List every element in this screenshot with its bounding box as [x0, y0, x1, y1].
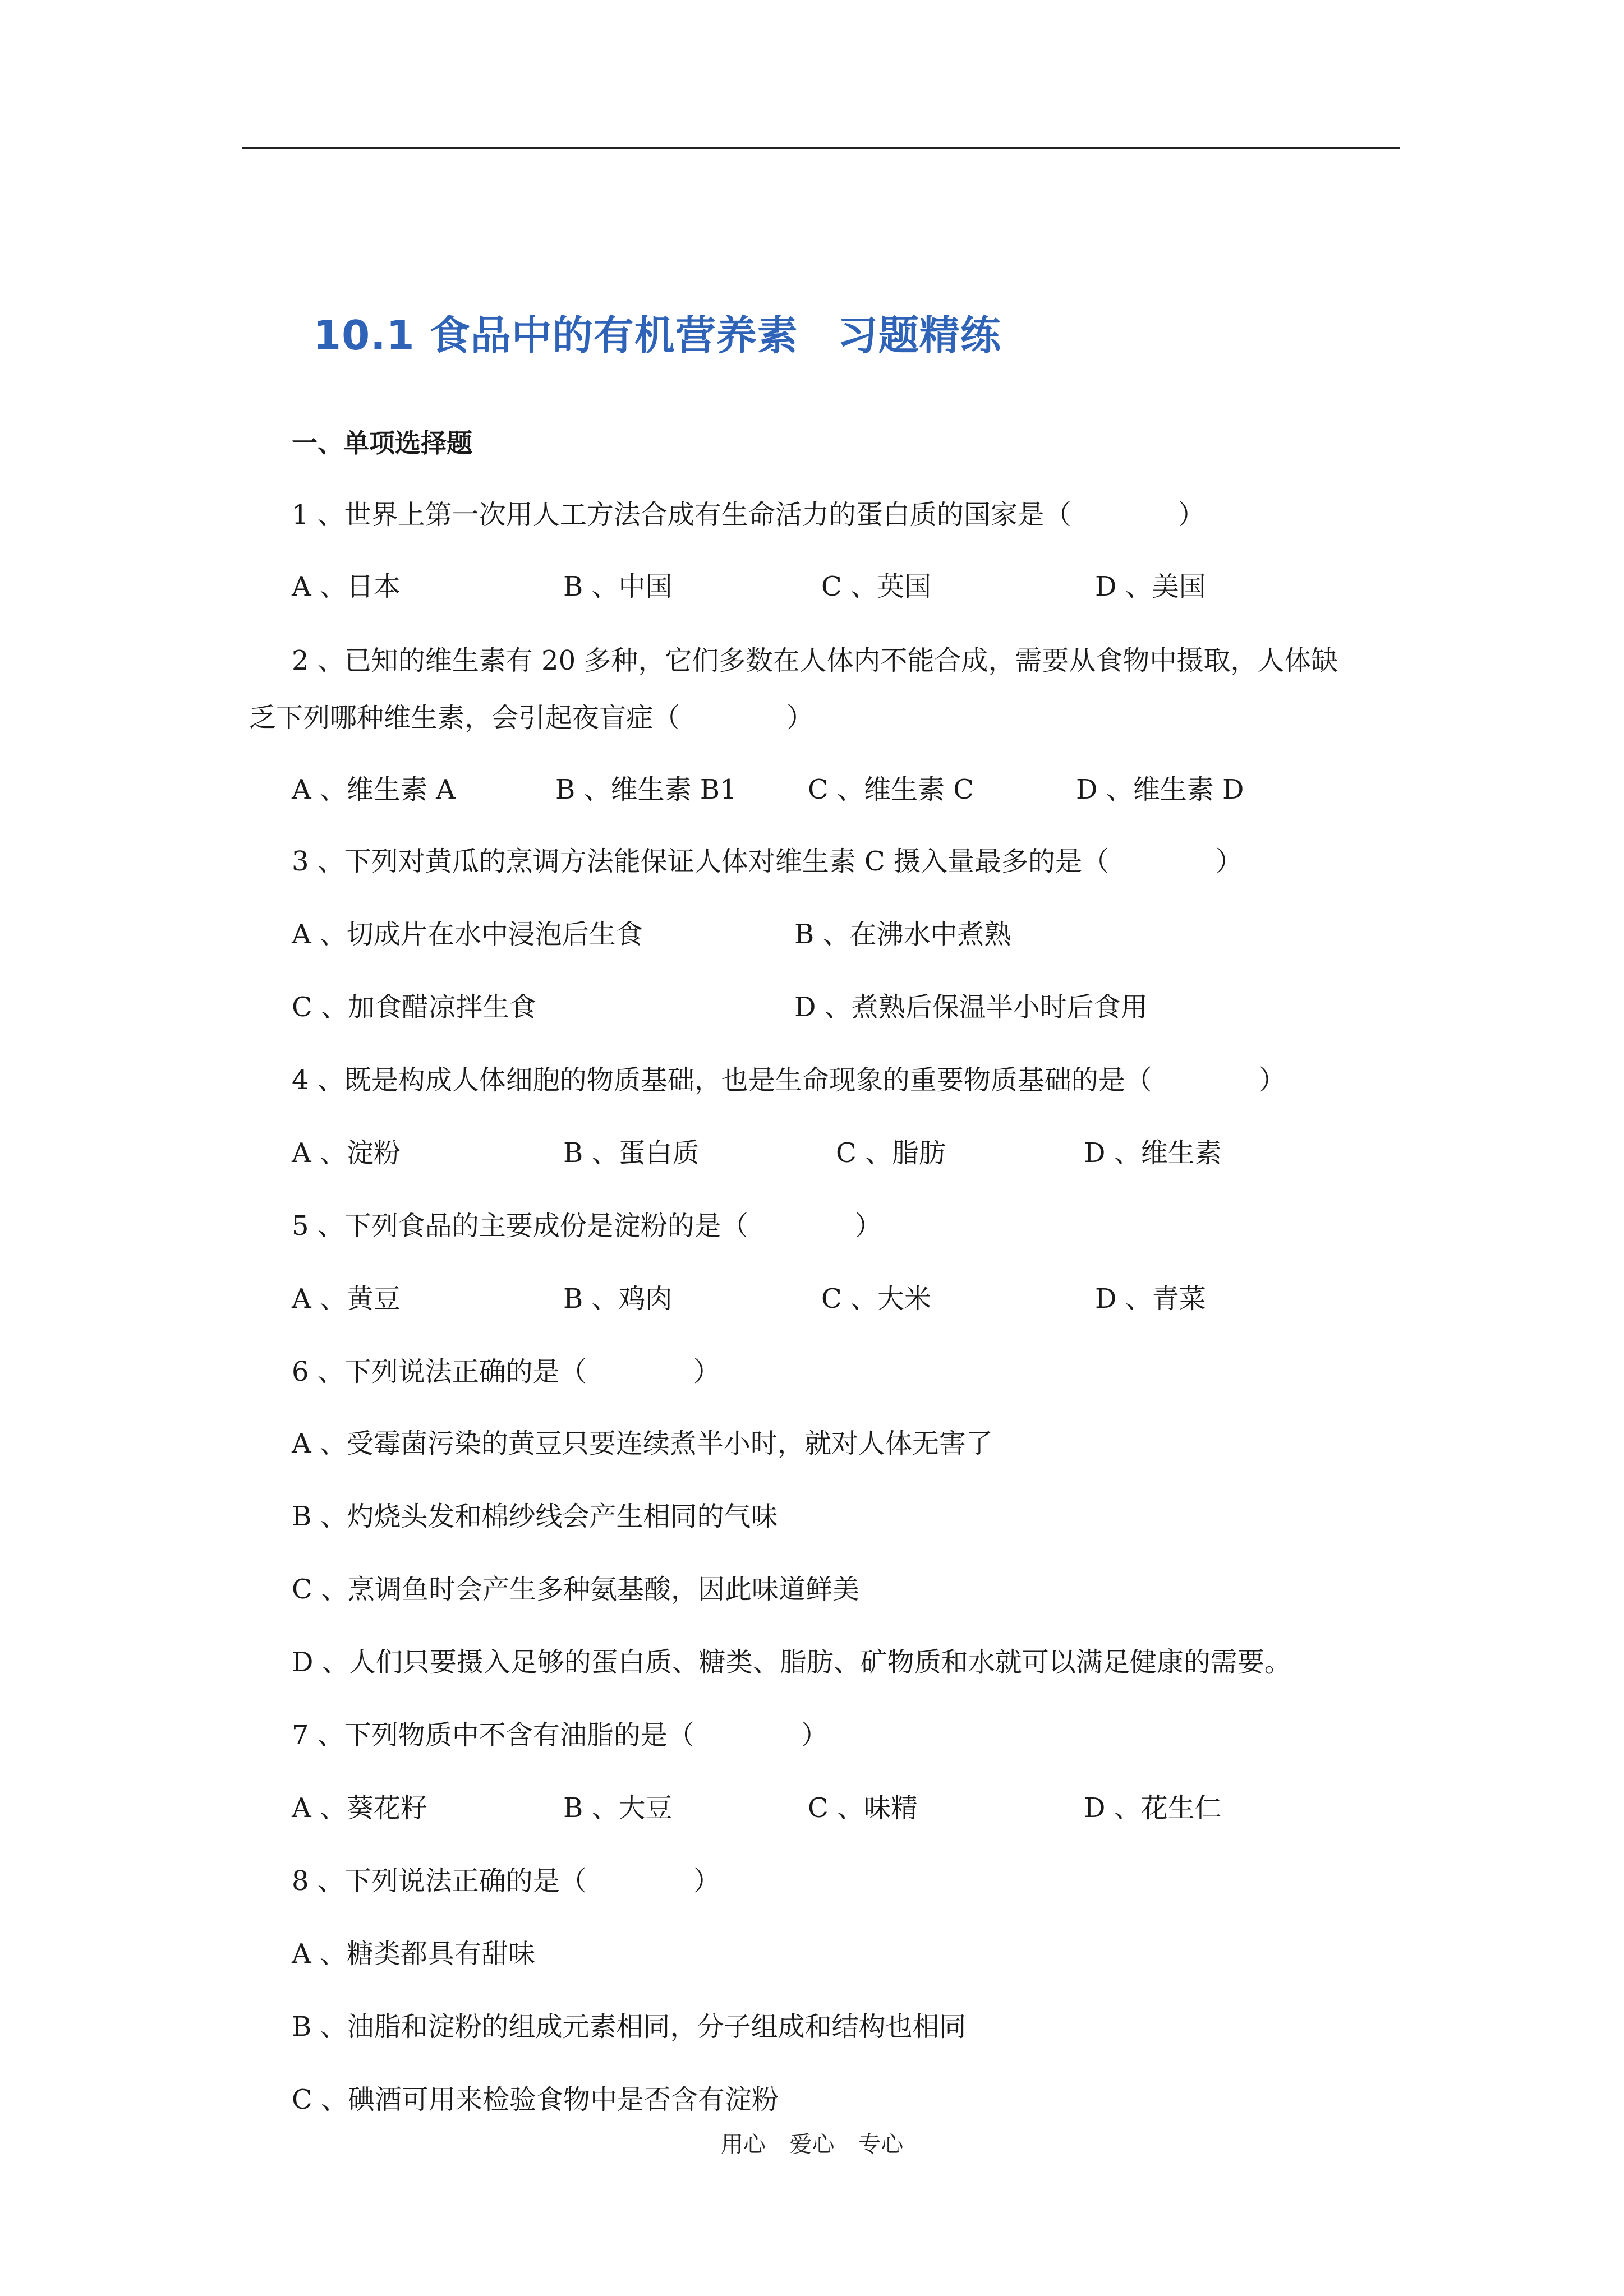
option-d: D 、维生素 D	[1076, 774, 1244, 805]
option-d: D 、青菜	[1095, 1283, 1206, 1315]
title-sub: 习题精练	[837, 312, 1001, 359]
option-a: A 、维生素 A	[292, 774, 456, 805]
option-b: B 、灼烧头发和棉纱线会产生相同的气味	[292, 1501, 778, 1532]
title-main: 10.1 食品中的有机营养素	[313, 312, 798, 359]
option-c: C 、维生素 C	[808, 774, 974, 805]
section-heading: 一、单项选择题	[292, 428, 472, 458]
option-d: D 、花生仁	[1084, 1792, 1222, 1824]
question-3: 3 、下列对黄瓜的烹调方法能保证人体对维生素 C 摄入量最多的是（ ）	[292, 846, 1243, 877]
option-c: C 、英国	[821, 571, 931, 602]
option-c: C 、烹调鱼时会产生多种氨基酸，因此味道鲜美	[292, 1574, 859, 1605]
option-b: B 、中国	[563, 571, 673, 602]
option-a: A 、糖类都具有甜味	[292, 1938, 535, 1970]
option-d: D 、煮熟后保温半小时后食用	[794, 992, 1148, 1023]
question-2-continued: 乏下列哪种维生素，会引起夜盲症（ ）	[249, 702, 814, 734]
option-a: A 、受霉菌污染的黄豆只要连续煮半小时，就对人体无害了	[292, 1428, 993, 1459]
question-6: 6 、下列说法正确的是（ ）	[292, 1356, 720, 1387]
option-a: A 、日本	[292, 571, 401, 602]
option-c: C 、大米	[821, 1283, 931, 1315]
page-footer: 用心 爱心 专心	[720, 2132, 904, 2157]
question-stem: 1 、世界上第一次用人工方法合成有生命活力的蛋白质的国家是（	[292, 499, 1071, 531]
header-rule	[242, 147, 1400, 149]
question-8: 8 、下列说法正确的是（ ）	[292, 1865, 720, 1897]
question-7: 7 、下列物质中不含有油脂的是（ ）	[292, 1719, 828, 1751]
option-d: D 、人们只要摄入足够的蛋白质、糖类、脂肪、矿物质和水就可以满足健康的需要。	[292, 1647, 1291, 1678]
page-title	[313, 303, 1001, 361]
option-b: B 、在沸水中煮熟	[794, 919, 1011, 950]
option-c: C 、脂肪	[836, 1137, 946, 1169]
option-b: B 、鸡肉	[563, 1283, 673, 1315]
option-b: B 、大豆	[563, 1792, 673, 1824]
option-a: A 、切成片在水中浸泡后生食	[292, 919, 643, 950]
option-b: B 、油脂和淀粉的组成元素相同，分子组成和结构也相同	[292, 2011, 967, 2043]
option-b: B 、蛋白质	[563, 1137, 700, 1169]
option-c: C 、味精	[808, 1792, 918, 1824]
option-a: A 、淀粉	[292, 1137, 401, 1169]
question-2: 2 、已知的维生素有 20 多种，它们多数在人体内不能合成，需要从食物中摄取，人体缺	[292, 645, 1338, 676]
option-a: A 、黄豆	[292, 1283, 401, 1315]
option-c: C 、碘酒可用来检验食物中是否含有淀粉	[292, 2084, 779, 2115]
option-d: D 、维生素	[1084, 1137, 1222, 1169]
option-a: A 、葵花籽	[292, 1792, 427, 1824]
option-d: D 、美国	[1095, 571, 1206, 602]
question-4: 4 、既是构成人体细胞的物质基础，也是生命现象的重要物质基础的是（ ）	[292, 1064, 1286, 1096]
question-5: 5 、下列食品的主要成份是淀粉的是（ ）	[292, 1210, 882, 1242]
option-c: C 、加食醋凉拌生食	[292, 992, 536, 1023]
question-1: 1 、世界上第一次用人工方法合成有生命活力的蛋白质的国家是（ ）	[292, 499, 1205, 531]
option-b: B 、维生素 B1	[555, 774, 737, 805]
